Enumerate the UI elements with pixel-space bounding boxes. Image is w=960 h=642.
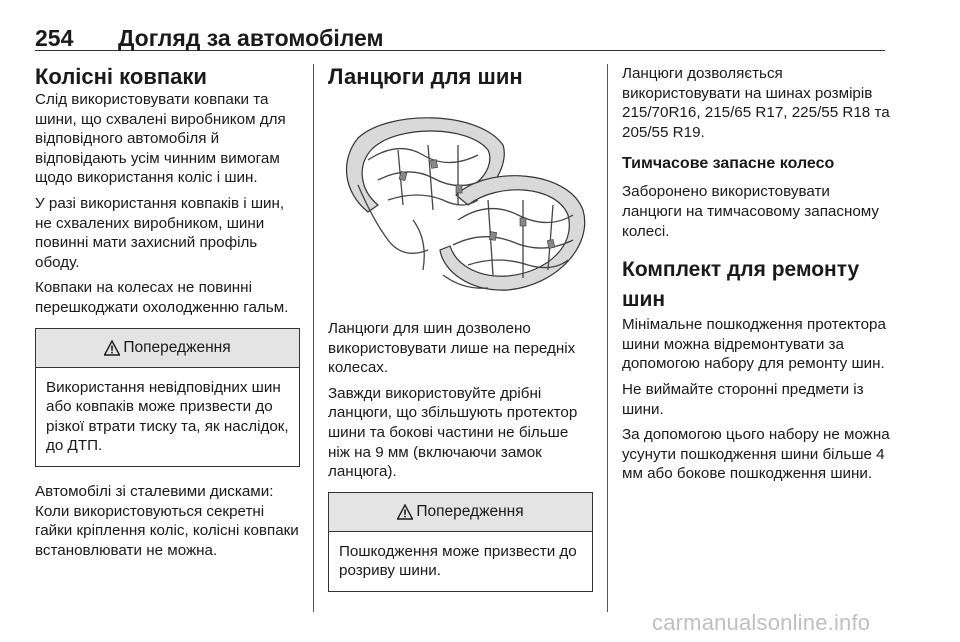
page-title: Догляд за автомобілем xyxy=(118,25,384,51)
paragraph: Мінімальне пошкодження протектора шини можна відремонтувати за допомогою набору для ремонту шин. xyxy=(622,316,886,373)
warning-header xyxy=(36,329,299,368)
paragraph: Ланцюги для шин дозволено використовувати лише на передніх колесах. xyxy=(328,320,576,377)
warning-header xyxy=(329,493,592,532)
section-heading-repair-kit: Комплект для ремонту шин xyxy=(622,258,860,312)
paragraph: Ковпаки на колесах не повинні перешкоджати охолодженню гальм. xyxy=(35,279,289,316)
paragraph: У разі використання ковпаків і шин, не схвалених виробником, шини повинні мати захисний профіль ободу. xyxy=(35,194,285,271)
paragraph: Завжди використовуйте дрібні ланцюги, що збільшують протектор шини та бокові частини не більше ніж на 9 мм (включаючи замок ланцюга). xyxy=(328,384,578,481)
watermark: carmanualsonline.info xyxy=(652,610,871,635)
column-divider xyxy=(313,64,314,612)
warning-title: Попередження xyxy=(123,338,231,356)
paragraph: Заборонено використовувати ланцюги на тимчасовому запасному колесі. xyxy=(622,183,880,240)
section-heading-hubcaps: Колісні ковпаки xyxy=(35,64,207,89)
page-number: 254 xyxy=(35,25,74,51)
paragraph: Не виймайте сторонні предмети із шини. xyxy=(622,380,864,418)
column-tire-chains xyxy=(328,64,593,592)
warning-triangle-icon xyxy=(104,340,120,356)
column-spare-and-repair xyxy=(622,64,890,484)
warning-text: Пошкодження може призвести до розриву шини. xyxy=(339,542,577,580)
column-divider xyxy=(607,64,608,612)
tire-chains-illustration xyxy=(328,100,593,300)
warning-box xyxy=(35,328,300,467)
paragraph: Ланцюги дозволяється використовувати на шинах розмірів 215/70R16, 215/65 R17, 225/55 R18 та 205/55 R19. xyxy=(622,65,890,141)
paragraph: Слід використовувати ковпаки та шини, що схвалені виробником для відповідного автомобіля й відповідають усім чинним вимогам щодо використання коліс і шин. xyxy=(35,91,286,187)
section-heading-tire-chains: Ланцюги для шин xyxy=(328,64,523,89)
paragraph: За допомогою цього набору не можна усунути пошкодження шини більше 4 мм або бокове пошкодження шини. xyxy=(622,426,890,483)
warning-triangle-icon xyxy=(397,504,413,520)
warning-text: Використання невідповідних шин або ковпаків може призвести до різкої втрати тиску та, як наслідок, до ДТП. xyxy=(46,378,289,455)
subheading-temporary-spare: Тимчасове запасне колесо xyxy=(622,155,835,173)
warning-box xyxy=(328,492,593,592)
paragraph: Автомобілі зі сталевими дисками: Коли використовуються секретні гайки кріплення коліс, колісні ковпаки встановлювати не можна. xyxy=(35,482,299,559)
column-hubcaps xyxy=(35,64,300,560)
warning-title: Попередження xyxy=(416,502,524,520)
page-header xyxy=(35,22,885,51)
